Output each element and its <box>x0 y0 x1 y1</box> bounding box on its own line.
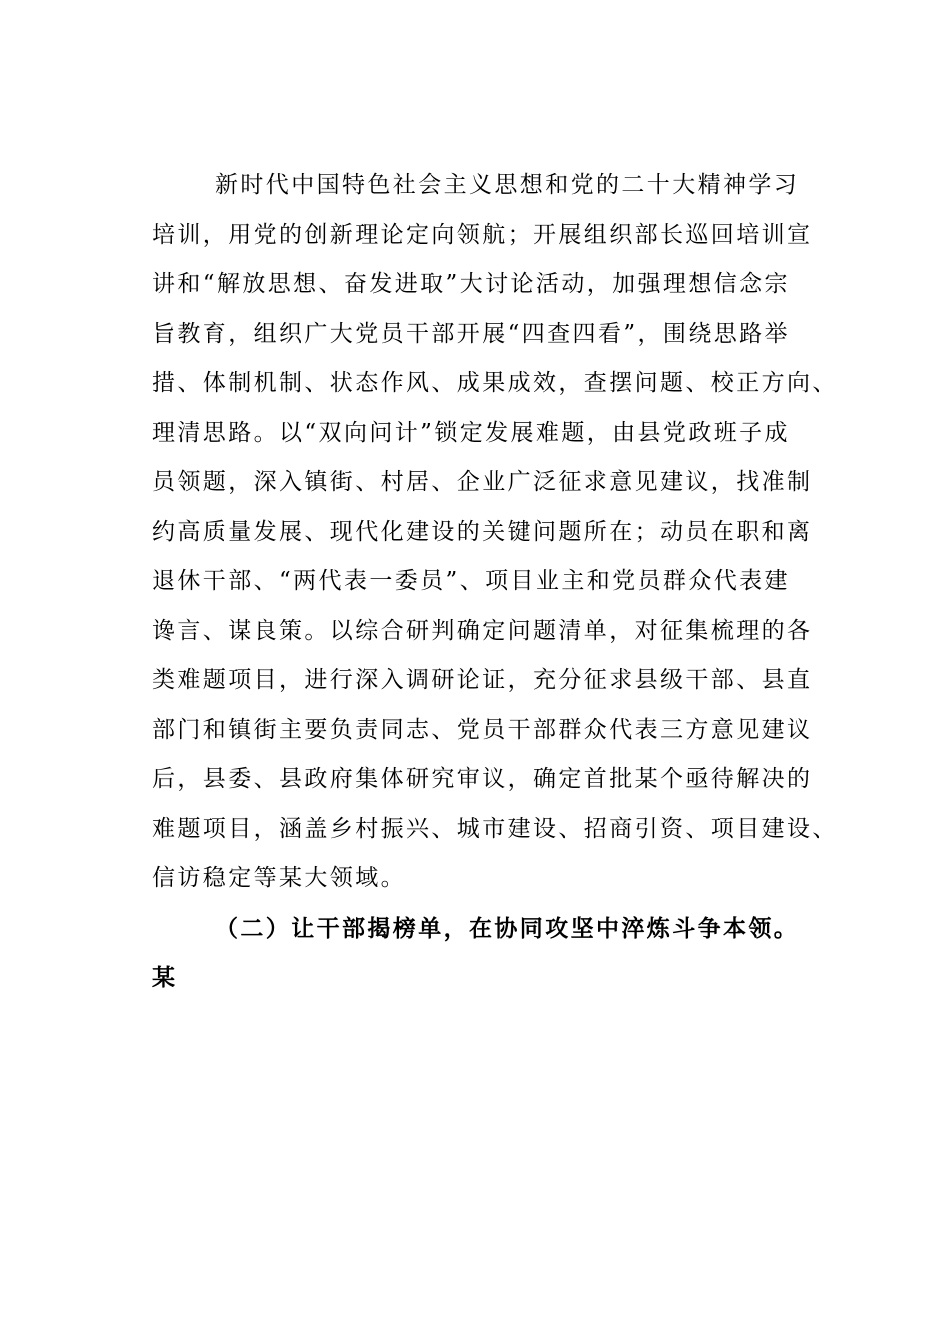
paragraph-line: 谗言、谋良策。以综合研判确定问题清单，对征集梳理的各 <box>152 617 813 644</box>
paragraph-line: 后，县委、县政府集体研究审议，确定首批某个亟待解决的 <box>152 766 813 792</box>
section-heading: （二）让干部揭榜单，在协同攻坚中淬炼斗争本领。 <box>215 914 800 942</box>
paragraph-line: 措、体制机制、状态作风、成果成效，查摆问题、校正方向、 <box>152 370 838 396</box>
paragraph-line: 讲和“解放思想、奋发进取”大讨论活动，加强理想信念宗 <box>152 271 790 297</box>
paragraph-line: 部门和镇街主要负责同志、党员干部群众代表三方意见建议 <box>152 716 813 743</box>
paragraph-line: 退休干部、“两代表一委员”、项目业主和党员群众代表建 <box>152 568 790 594</box>
paragraph-line: 员领题，深入镇街、村居、企业广泛征求意见建议，找准制 <box>152 469 813 495</box>
paragraph-line: 信访稳定等某大领域。 <box>152 865 406 891</box>
paragraph-line: 难题项目，涵盖乡村振兴、城市建设、招商引资、项目建设、 <box>152 815 838 842</box>
paragraph-line: 旨教育，组织广大党员干部开展“四查四看”，围绕思路举 <box>152 320 790 347</box>
paragraph-line: 理清思路。以“双向问计”锁定发展难题，由县党政班子成 <box>152 419 790 446</box>
paragraph-line: 培训，用党的创新理论定向领航；开展组织部长巡回培训宣 <box>152 221 813 248</box>
paragraph-line: 类难题项目，进行深入调研论证，充分征求县级干部、县直 <box>152 667 813 693</box>
document-body <box>152 161 838 1003</box>
paragraph-line: 约高质量发展、现代化建设的关键问题所在；动员在职和离 <box>152 518 813 545</box>
section-heading-continuation: 某 <box>152 964 175 991</box>
paragraph-line: 新时代中国特色社会主义思想和党的二十大精神学习 <box>215 172 800 198</box>
